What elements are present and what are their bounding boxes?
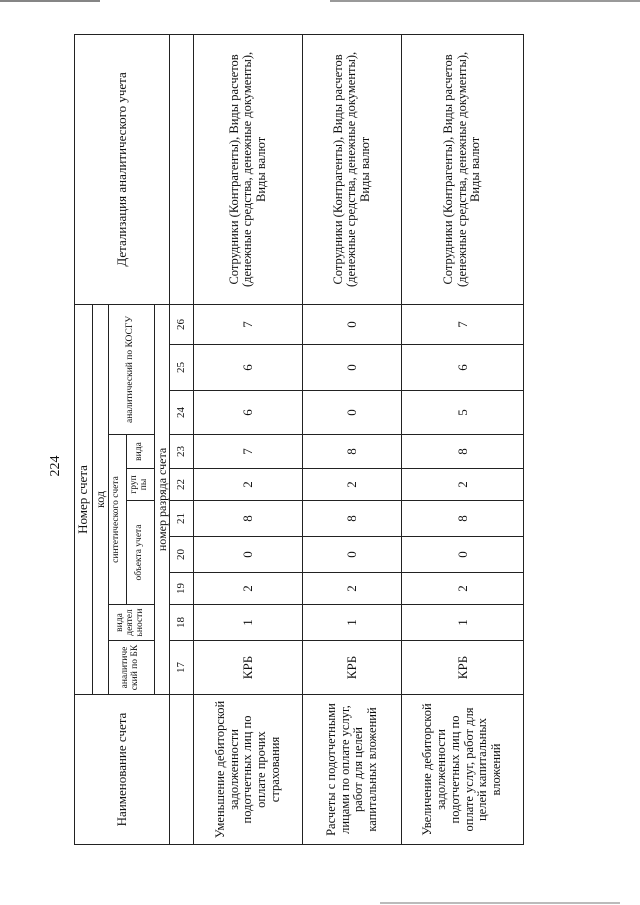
code-cell: 1: [303, 605, 402, 641]
code-cell: 8: [194, 501, 303, 537]
code-cell: 2: [303, 469, 402, 501]
table-row: [194, 34, 303, 844]
code-cell: 7: [194, 435, 303, 469]
table-row: [402, 34, 524, 844]
scan-edge-mark-right: [330, 0, 640, 2]
code-cell: 6: [402, 345, 524, 391]
code-cell: 0: [303, 345, 402, 391]
detail-cell: Сотрудники (Контрагенты), Виды расчетов (денежные средства, денежные документы), Виды валют: [402, 34, 524, 304]
code-cell: 0: [194, 537, 303, 573]
code-cell: 0: [402, 537, 524, 573]
digit-number-18: 18: [170, 605, 194, 641]
header-account-number: Номер счета: [75, 304, 93, 694]
code-cell: 2: [402, 573, 524, 605]
code-cell: 6: [194, 345, 303, 391]
code-cell: 2: [402, 469, 524, 501]
code-cell: 7: [402, 304, 524, 344]
digit-number-header-cell: [170, 695, 194, 845]
header-account-name: Наименование счета: [75, 695, 170, 845]
digit-number-24: 24: [170, 391, 194, 435]
header-group: груп пы: [126, 469, 154, 501]
code-cell: КРБ: [303, 641, 402, 695]
digit-number-23: 23: [170, 435, 194, 469]
code-cell: 5: [402, 391, 524, 435]
detail-cell: Сотрудники (Контрагенты), Виды расчетов (денежные средства, денежные документы), Виды валют: [194, 34, 303, 304]
header-kind: вида: [126, 435, 154, 469]
scan-edge-mark: [0, 0, 100, 2]
code-cell: 1: [402, 605, 524, 641]
digit-number-26: 26: [170, 304, 194, 344]
code-cell: 7: [194, 304, 303, 344]
rotated-table-container: [74, 35, 524, 845]
detail-cell: Сотрудники (Контрагенты), Виды расчетов (денежные средства, денежные документы), Виды валют: [303, 34, 402, 304]
digit-number-17: 17: [170, 641, 194, 695]
header-synthetic: синтетического счета: [108, 435, 126, 605]
header-code: код: [93, 304, 109, 694]
header-detail: Детализация аналитического учета: [75, 34, 170, 304]
account-name-cell: Увеличение дебиторской задолженности подотчетных лиц по оплате услуг, работ для целей капитальных вложений: [402, 695, 524, 845]
code-cell: 8: [303, 501, 402, 537]
header-analytic-bk: аналитиче ский по БК: [108, 641, 154, 695]
code-cell: 0: [303, 537, 402, 573]
digit-number-20: 20: [170, 537, 194, 573]
account-name-cell: Расчеты с подотчетными лицами по оплате услуг, работ для целей капитальных вложений: [303, 695, 402, 845]
header-digit-number: номер разряда счета: [154, 304, 170, 694]
accounts-table: [74, 34, 524, 845]
account-name-cell: Уменьшение дебиторской задолженности подотчетных лиц по оплате прочих страхования: [194, 695, 303, 845]
code-cell: 0: [303, 304, 402, 344]
scan-edge-mark-bottom: [380, 902, 620, 904]
code-cell: КРБ: [194, 641, 303, 695]
code-cell: 2: [303, 573, 402, 605]
code-cell: КРБ: [402, 641, 524, 695]
code-cell: 8: [402, 501, 524, 537]
code-cell: 0: [303, 391, 402, 435]
digit-number-19: 19: [170, 573, 194, 605]
digit-number-22: 22: [170, 469, 194, 501]
header-activity-type: вида деятел ьности: [108, 605, 154, 641]
code-cell: 8: [303, 435, 402, 469]
table-row: [303, 34, 402, 844]
page-number: 224: [48, 455, 63, 477]
code-cell: 6: [194, 391, 303, 435]
code-cell: 8: [402, 435, 524, 469]
digit-number-21: 21: [170, 501, 194, 537]
header-analytic-kosgu: аналитический по КОСГУ: [108, 304, 154, 434]
header-account-object: объекта учета: [126, 501, 154, 605]
digit-number-25: 25: [170, 345, 194, 391]
digit-number-detail-cell: [170, 34, 194, 304]
code-cell: 1: [194, 605, 303, 641]
code-cell: 2: [194, 469, 303, 501]
code-cell: 2: [194, 573, 303, 605]
